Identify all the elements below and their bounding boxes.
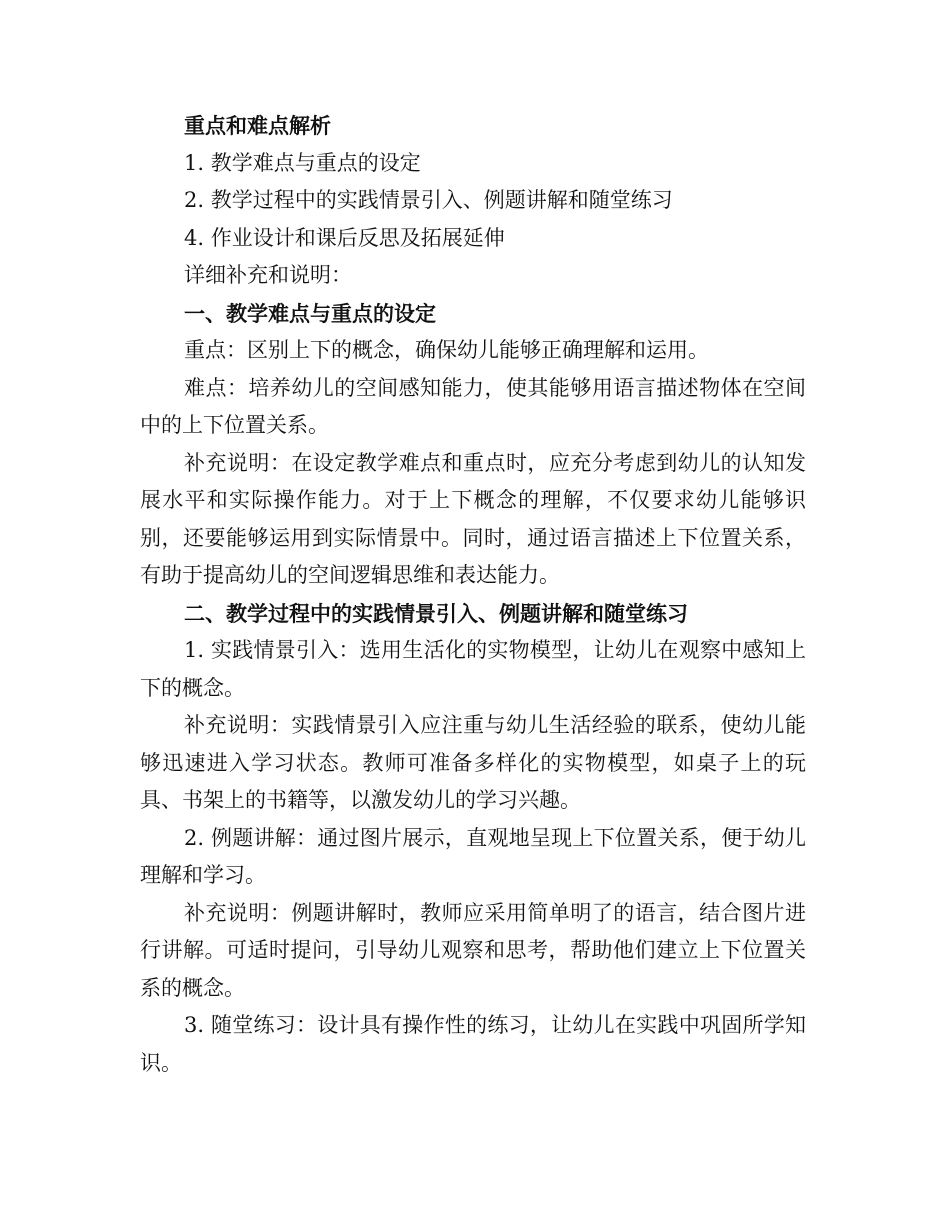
outline-item-1: 1. 教学难点与重点的设定 (184, 150, 421, 175)
section2-heading: 二、教学过程中的实践情景引入、例题讲解和随堂练习 (184, 600, 688, 626)
section2-item2-supplement: 补充说明：例题讲解时，教师应采用简单明了的语言，结合图片进行讲解。可适时提问，引导幼儿观察和思考，帮助他们建立上下位置关系的概念。 (140, 900, 806, 1000)
detail-intro: 详细补充和说明： (184, 263, 352, 287)
section2-item1-supplement: 补充说明：实践情景引入应注重与幼儿生活经验的联系，使幼儿能够迅速进入学习状态。教师可准备多样化的实物模型，如桌子上的玩具、书架上的书籍等，以激发幼儿的学习兴趣。 (140, 713, 806, 812)
section1-difficulty: 难点：培养幼儿的空间感知能力，使其能够用语言描述物体在空间中的上下位置关系。 (140, 375, 806, 437)
section2-item1: 1. 实践情景引入：选用生活化的实物模型，让幼儿在观察中感知上下的概念。 (140, 638, 806, 700)
section1-supplement: 补充说明：在设定教学难点和重点时，应充分考虑到幼儿的认知发展水平和实际操作能力。对于上下概念的理解，不仅要求幼儿能够识别，还要能够运用到实际情景中。同时，通过语言描述上下位置关系，有助于提高幼儿的空间逻辑思维和表达能力。 (140, 450, 806, 587)
outline-item-2: 2. 教学过程中的实践情景引入、例题讲解和随堂练习 (184, 188, 673, 212)
outline-item-4: 4. 作业设计和课后反思及拓展延伸 (184, 225, 505, 250)
section2-item3: 3. 随堂练习：设计具有操作性的练习，让幼儿在实践中巩固所学知识。 (140, 1013, 806, 1075)
section2-item2: 2. 例题讲解：通过图片展示，直观地呈现上下位置关系，便于幼儿理解和学习。 (140, 825, 806, 887)
main-heading: 重点和难点解析 (184, 113, 331, 138)
section1-heading: 一、教学难点与重点的设定 (184, 300, 436, 326)
document-body (140, 107, 806, 1082)
section1-key-point: 重点：区别上下的概念，确保幼儿能够正确理解和运用。 (184, 338, 709, 362)
